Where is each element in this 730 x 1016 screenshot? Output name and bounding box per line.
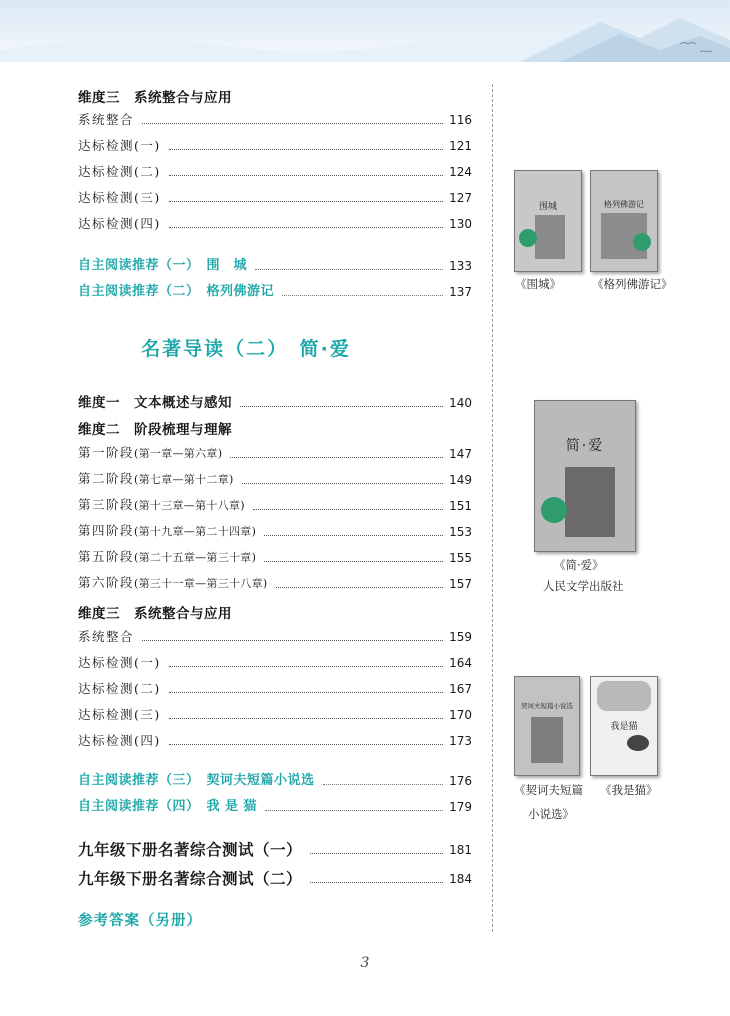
toc-entry[interactable]: 达标检测(四) 173 xyxy=(78,733,472,748)
section-title: 名著导读（二） 简·爱 xyxy=(141,338,351,360)
toc-recommend-entry[interactable]: 自主阅读推荐（四） 我 是 猫 179 xyxy=(78,799,472,814)
toc-entry[interactable]: 达标检测(四) 130 xyxy=(78,216,472,231)
toc-recommend-entry[interactable]: 自主阅读推荐（三） 契诃夫短篇小说选 176 xyxy=(78,773,472,788)
book-cover-weicheng: 围城 xyxy=(514,170,582,272)
toc-heading-dim3-part2: 维度三 系统整合与应用 xyxy=(78,606,232,622)
toc-entry[interactable]: 达标检测(三) 170 xyxy=(78,707,472,722)
toc-test-entry[interactable]: 九年级下册名著综合测试（二） 184 xyxy=(78,869,472,888)
toc-entry[interactable]: 系统整合 116 xyxy=(78,112,472,127)
answer-note: 参考答案（另册） xyxy=(78,913,202,929)
toc-entry[interactable]: 达标检测(二) 167 xyxy=(78,681,472,696)
book-cover-janeeyre: 简·爱 xyxy=(534,400,636,552)
book-cover-gulliver: 格列佛游记 xyxy=(590,170,658,272)
toc-entry[interactable]: 达标检测(一) 121 xyxy=(78,138,472,153)
toc-stage-entry[interactable]: 第三阶段(第十三章—第十八章) 151 xyxy=(78,497,472,513)
book-caption-chekhov-line1: 《契诃夫短篇 xyxy=(514,783,583,797)
page-number: 3 xyxy=(360,955,370,971)
toc-recommend-entry[interactable]: 自主阅读推荐（二） 格列佛游记 137 xyxy=(78,284,472,299)
book-cover-neko: 我是猫 xyxy=(590,676,658,776)
toc-entry[interactable]: 达标检测(二) 124 xyxy=(78,164,472,179)
book-caption-chekhov-line2: 小说选》 xyxy=(528,807,574,821)
toc-stage-entry[interactable]: 第二阶段(第七章—第十二章) 149 xyxy=(78,471,472,487)
toc-stage-entry[interactable]: 第一阶段(第一章—第六章) 147 xyxy=(78,445,472,461)
book-caption-neko: 《我是猫》 xyxy=(600,783,658,797)
toc-heading-dim2: 维度二 阶段梳理与理解 xyxy=(78,422,232,438)
book-caption-gulliver: 《格列佛游记》 xyxy=(592,277,673,291)
toc-stage-entry[interactable]: 第五阶段(第二十五章—第三十章) 155 xyxy=(78,549,472,565)
toc-entry[interactable]: 达标检测(一) 164 xyxy=(78,655,472,670)
toc-heading-dim3-part1: 维度三 系统整合与应用 xyxy=(78,90,232,106)
toc-entry[interactable]: 达标检测(三) 127 xyxy=(78,190,472,205)
toc-stage-entry[interactable]: 第六阶段(第三十一章—第三十八章) 157 xyxy=(78,575,472,591)
toc-entry-dim1[interactable]: 维度一 文本概述与感知 140 xyxy=(78,395,472,411)
toc-entry[interactable]: 系统整合 159 xyxy=(78,629,472,644)
book-caption-weicheng: 《围城》 xyxy=(515,277,561,291)
toc-test-entry[interactable]: 九年级下册名著综合测试（一） 181 xyxy=(78,840,472,859)
column-divider xyxy=(492,84,493,932)
book-cover-chekhov: 契诃夫短篇小说选 xyxy=(514,676,580,776)
toc-stage-entry[interactable]: 第四阶段(第十九章—第二十四章) 153 xyxy=(78,523,472,539)
book-publisher: 人民文学出版社 xyxy=(543,579,624,593)
book-caption-janeeyre: 《简·爱》 xyxy=(554,558,604,572)
toc-recommend-entry[interactable]: 自主阅读推荐（一） 围 城 133 xyxy=(78,258,472,273)
